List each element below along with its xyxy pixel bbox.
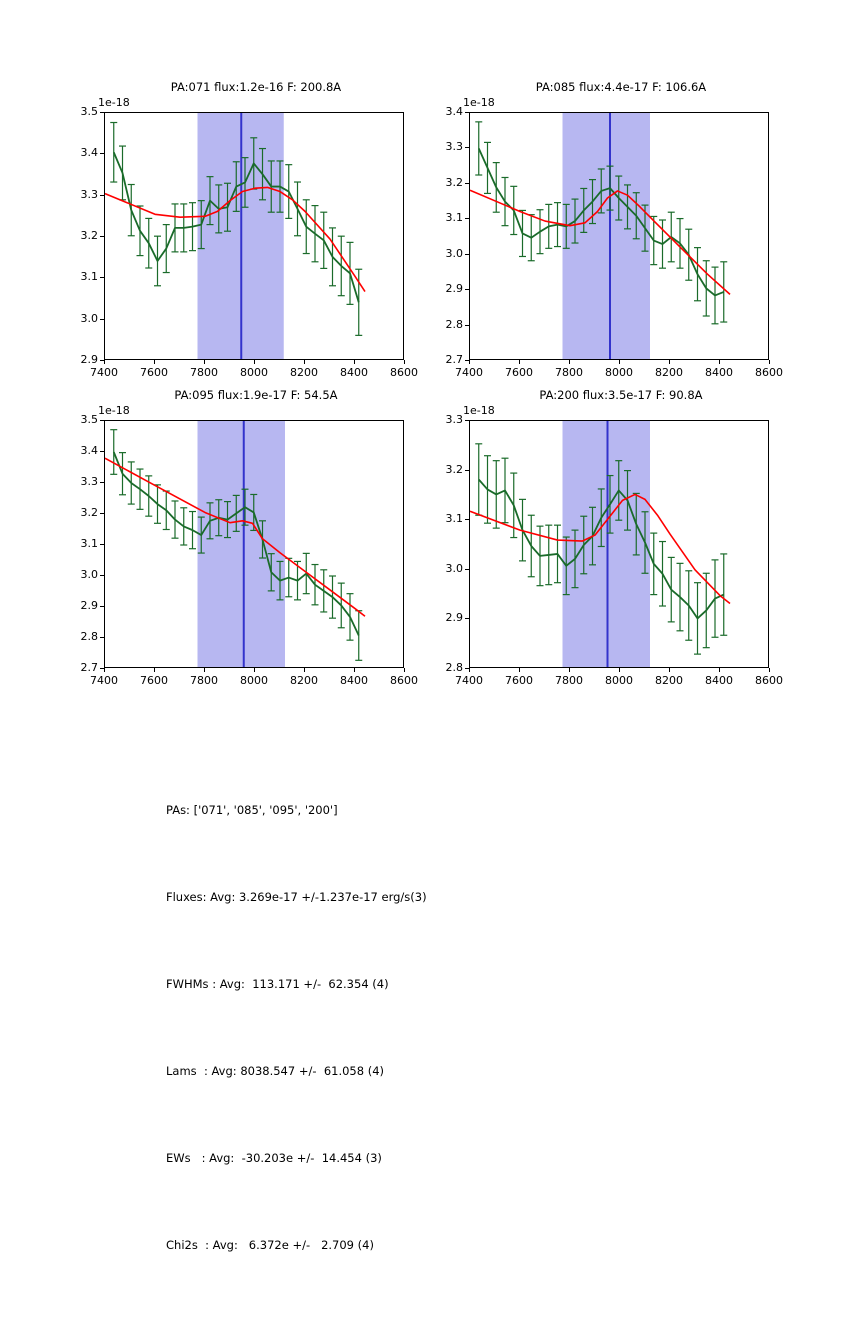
y-tick-label-3-5: 3.3 [445,413,463,426]
x-tick-label-1-6: 8600 [755,366,783,379]
x-tick-label-1-1: 7600 [505,366,533,379]
x-tick-label-2-4: 8200 [290,674,318,687]
x-tick-label-2-6: 8600 [390,674,418,687]
y-tick-label-0-5: 3.4 [80,146,98,160]
x-tick-label-1-3: 8000 [605,366,633,379]
y-tick-label-3-2: 3.0 [445,561,463,575]
y-tick-label-2-0: 2.7 [80,661,98,674]
summary-line-lams: Lams : Avg: 8038.547 +/- 61.058 (4) [166,1064,385,1078]
x-tickmark-2-4 [304,668,305,672]
x-tick-label-2-5: 8400 [340,674,368,687]
chart-panel-pa-085 [425,60,795,380]
summary-line-chi2s: Chi2s : Avg: 6.372e +/- 2.709 (4) [166,1238,374,1252]
y-tick-label-3-0: 2.8 [445,661,463,674]
y-tick-label-2-6: 3.3 [80,475,98,488]
x-tickmark-3-2 [569,668,570,672]
y-tick-label-1-7: 3.4 [445,105,463,118]
y-tickmark-0-6 [100,112,104,113]
y-tickmark-3-4 [465,470,469,471]
x-tick-label-3-5: 8400 [705,674,733,687]
y-tickmark-0-5 [100,153,104,154]
y-tick-label-2-2: 2.9 [80,599,98,612]
y-tickmark-2-7 [100,451,104,452]
y-tick-label-0-2: 3.1 [80,270,98,284]
x-tick-label-1-4: 8200 [655,366,683,379]
wavelength-band-2 [198,421,286,668]
y-tickmark-2-5 [100,513,104,514]
x-tickmark-2-5 [354,668,355,672]
plot-frame-0 [104,112,404,360]
x-tickmark-3-6 [769,668,770,672]
y-exponent-label-0: 1e-18 [98,96,130,109]
y-tickmark-1-7 [465,112,469,113]
y-tick-label-0-3: 3.2 [80,229,98,242]
x-tickmark-3-0 [469,668,470,672]
y-tickmark-0-3 [100,236,104,237]
y-tickmark-2-3 [100,575,104,576]
x-tickmark-3-3 [619,668,620,672]
y-tickmark-3-5 [465,420,469,421]
x-tick-label-3-3: 8000 [605,674,633,687]
x-tickmark-0-0 [104,360,105,364]
x-tick-label-3-1: 7600 [505,674,533,687]
x-tick-label-1-5: 8400 [705,366,733,379]
y-tickmark-2-8 [100,420,104,421]
wavelength-band-1 [563,113,651,360]
y-tickmark-2-6 [100,482,104,483]
x-tickmark-2-2 [204,668,205,672]
x-tick-label-3-0: 7400 [455,674,483,687]
x-tickmark-0-2 [204,360,205,364]
plot-frame-1 [469,112,769,360]
chart-panel-pa-095 [60,368,430,688]
x-tickmark-0-4 [304,360,305,364]
y-tick-label-0-0: 2.9 [80,353,98,366]
y-tick-label-2-7: 3.4 [80,444,98,457]
y-tick-label-1-2: 2.9 [445,282,463,296]
plot-area-1 [470,113,769,360]
x-tickmark-1-3 [619,360,620,364]
y-tickmark-3-1 [465,618,469,619]
y-tick-label-1-1: 2.8 [445,317,463,331]
x-tick-label-0-3: 8000 [240,366,268,379]
x-tick-label-0-4: 8200 [290,366,318,379]
x-tickmark-2-1 [154,668,155,672]
plot-frame-2 [104,420,404,668]
y-tickmark-3-3 [465,519,469,520]
y-tick-label-0-6: 3.5 [80,105,98,118]
summary-line-pas: PAs: ['071', '085', '095', '200'] [166,803,338,817]
plot-area-0 [105,113,404,360]
y-tickmark-0-1 [100,319,104,320]
x-tickmark-1-6 [769,360,770,364]
summary-line-fwhms: FWHMs : Avg: 113.171 +/- 62.354 (4) [166,977,389,991]
y-tick-label-3-1: 2.9 [445,611,463,625]
x-tick-label-2-1: 7600 [140,674,168,687]
x-tickmark-2-3 [254,668,255,672]
y-tickmark-0-4 [100,195,104,196]
y-tickmark-1-4 [465,218,469,219]
plot-area-2 [105,421,404,668]
x-tick-label-2-0: 7400 [90,674,118,687]
y-tick-label-0-4: 3.3 [80,187,98,201]
y-tickmark-2-1 [100,637,104,638]
y-tickmark-1-1 [465,325,469,326]
y-tickmark-1-3 [465,254,469,255]
x-tickmark-3-4 [669,668,670,672]
wavelength-band-3 [563,421,651,668]
panel-title-3: PA:200 flux:3.5e-17 F: 90.8A [539,388,703,402]
x-tickmark-3-1 [519,668,520,672]
y-tick-label-1-0: 2.7 [445,353,463,366]
y-tick-label-2-3: 3.0 [80,568,98,581]
x-tick-label-0-2: 7800 [190,366,218,379]
chart-panel-pa-200 [425,368,795,688]
y-tick-label-1-5: 3.2 [445,175,463,189]
y-tick-label-3-4: 3.2 [445,462,463,476]
x-tick-label-3-6: 8600 [755,674,783,687]
x-tickmark-1-5 [719,360,720,364]
y-tick-label-2-4: 3.1 [80,537,98,550]
plot-frame-3 [469,420,769,668]
x-tickmark-1-4 [669,360,670,364]
y-tick-label-0-1: 3.0 [80,311,98,325]
x-tick-label-0-5: 8400 [340,366,368,379]
x-tickmark-0-3 [254,360,255,364]
y-tickmark-2-2 [100,606,104,607]
y-tickmark-1-6 [465,147,469,148]
summary-line-ews: EWs : Avg: -30.203e +/- 14.454 (3) [166,1151,382,1165]
y-exponent-label-2: 1e-18 [98,404,130,417]
panel-title-0: PA:071 flux:1.2e-16 F: 200.8A [170,80,342,94]
y-tick-label-1-3: 3.0 [445,246,463,260]
chart-panel-pa-071 [60,60,430,380]
x-tickmark-0-1 [154,360,155,364]
y-exponent-label-3: 1e-18 [463,404,495,417]
y-tick-label-1-4: 3.1 [445,211,463,225]
x-tick-label-2-2: 7800 [190,674,218,687]
panel-title-2: PA:095 flux:1.9e-17 F: 54.5A [174,388,338,402]
y-exponent-label-1: 1e-18 [463,96,495,109]
x-tick-label-0-1: 7600 [140,366,168,379]
x-tick-label-2-3: 8000 [240,674,268,687]
plot-area-3 [470,421,769,668]
y-tickmark-1-5 [465,183,469,184]
x-tick-label-1-2: 7800 [555,366,583,379]
x-tickmark-1-1 [519,360,520,364]
x-tickmark-2-6 [404,668,405,672]
x-tickmark-0-6 [404,360,405,364]
panel-title-1: PA:085 flux:4.4e-17 F: 106.6A [535,80,707,94]
x-tick-label-3-2: 7800 [555,674,583,687]
x-tickmark-3-5 [719,668,720,672]
y-tick-label-3-3: 3.1 [445,512,463,526]
y-tick-label-1-6: 3.3 [445,140,463,154]
y-tick-label-2-8: 3.5 [80,413,98,426]
summary-line-fluxes: Fluxes: Avg: 3.269e-17 +/-1.237e-17 erg/s(3) [166,890,427,904]
y-tickmark-0-2 [100,277,104,278]
summary-text-block [166,738,686,1318]
x-tick-label-3-4: 8200 [655,674,683,687]
y-tick-label-2-1: 2.8 [80,630,98,643]
x-tick-label-1-0: 7400 [455,366,483,379]
y-tickmark-3-2 [465,569,469,570]
x-tickmark-2-0 [104,668,105,672]
x-tick-label-0-0: 7400 [90,366,118,379]
x-tick-label-0-6: 8600 [390,366,418,379]
y-tick-label-2-5: 3.2 [80,506,98,519]
x-tickmark-1-0 [469,360,470,364]
x-tickmark-1-2 [569,360,570,364]
y-tickmark-1-2 [465,289,469,290]
y-tickmark-2-4 [100,544,104,545]
x-tickmark-0-5 [354,360,355,364]
